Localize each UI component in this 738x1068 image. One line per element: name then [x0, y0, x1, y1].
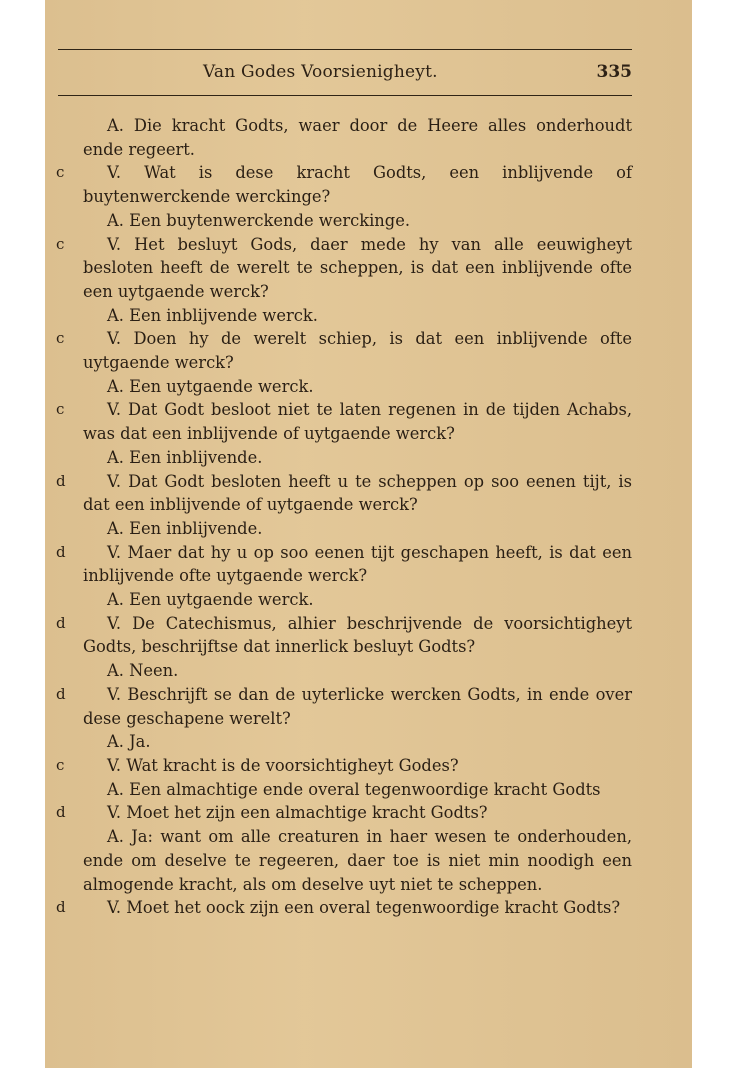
- margin-marker: d: [56, 898, 66, 917]
- paragraph: [83, 730, 632, 754]
- margin-marker: d: [56, 684, 66, 703]
- paragraph: [83, 517, 632, 541]
- running-head: [58, 62, 632, 86]
- paragraph: [83, 114, 632, 161]
- running-title: Van Godes Voorsienigheyt.: [203, 62, 438, 82]
- paragraph: [83, 659, 632, 683]
- page-number: 335: [596, 62, 632, 82]
- paragraph-text: A. Die kracht Godts, waer door de Heere alles onderhoudt ende regeert.: [83, 116, 632, 159]
- margin-marker: d: [56, 613, 66, 632]
- paragraph-text: A. Een uytgaende werck.: [107, 590, 314, 610]
- margin-marker: d: [56, 803, 66, 822]
- paragraph-text: V. Maer dat hy u op soo eenen tijt geschapen heeft, is dat een inblijvende ofte uytgaende werck?: [83, 542, 632, 586]
- paragraph-text: V. Beschrijft se dan de uyterlicke wercken Godts, in ende over dese geschapene werelt?: [83, 684, 632, 728]
- catechism-text: [56, 114, 632, 920]
- paragraph-text: A. Een inblijvende.: [107, 447, 263, 467]
- paragraph: [83, 209, 632, 233]
- paragraph: [56, 327, 632, 374]
- paragraph-text: V. Dat Godt besloot niet te laten regenen in de tijden Achabs, was dat een inblijvende of uytgaende werck?: [83, 400, 632, 444]
- paragraph-text: V. Dat Godt besloten heeft u te scheppen op soo eenen tijt, is dat een inblijvende of uytgaende werck?: [83, 471, 632, 515]
- header-rule-top: [58, 49, 632, 50]
- paragraph: [83, 588, 632, 612]
- paragraph: [56, 754, 632, 778]
- paragraph: [83, 375, 632, 399]
- paragraph-text: V. Wat kracht is de voorsichtigheyt Godes?: [107, 755, 459, 775]
- paragraph: [56, 470, 632, 517]
- paragraph-text: A. Ja: want om alle creaturen in haer wesen te onderhouden, ende om deselve te regeeren, daer toe is niet min noodigh een almogende kracht, als om deselve uyt niet te scheppen.: [83, 827, 632, 894]
- paragraph: [56, 801, 632, 825]
- paragraph: [83, 304, 632, 328]
- margin-marker: d: [56, 542, 66, 561]
- paragraph: [56, 612, 632, 659]
- paragraph-text: A. Een inblijvende werck.: [107, 305, 318, 325]
- margin-marker: d: [56, 471, 66, 490]
- margin-marker: c: [56, 329, 65, 348]
- paragraph: [56, 233, 632, 304]
- paragraph-text: A. Een uytgaende werck.: [107, 376, 314, 396]
- paragraph-text: A. Een inblijvende.: [107, 518, 263, 538]
- header-rule-bottom: [58, 95, 632, 96]
- paragraph-text: A. Ja.: [107, 732, 151, 752]
- paragraph-text: V. Moet het oock zijn een overal tegenwoordige kracht Godts?: [107, 898, 621, 918]
- paragraph: [56, 161, 632, 208]
- paragraph: [56, 896, 632, 920]
- paragraph-text: V. Wat is dese kracht Godts, een inblijvende of buytenwerckende werckinge?: [83, 163, 632, 207]
- margin-marker: c: [56, 163, 65, 182]
- paragraph-text: A. Een buytenwerckende werckinge.: [107, 210, 411, 230]
- margin-marker: c: [56, 400, 65, 419]
- margin-marker: c: [56, 234, 65, 253]
- paragraph: [83, 778, 632, 802]
- paragraph-text: A. Neen.: [107, 661, 179, 681]
- paragraph: [56, 683, 632, 730]
- paragraph-text: V. Moet het zijn een almachtige kracht Godts?: [107, 803, 488, 823]
- paragraph-text: V. Doen hy de werelt schiep, is dat een inblijvende ofte uytgaende werck?: [83, 329, 632, 373]
- paragraph-text: V. De Catechismus, alhier beschrijvende de voorsichtigheyt Godts, beschrijftse dat innerlick besluyt Godts?: [83, 613, 632, 657]
- paragraph-text: A. Een almachtige ende overal tegenwoordige kracht Godts: [107, 779, 601, 799]
- paragraph: [56, 541, 632, 588]
- margin-marker: c: [56, 755, 65, 774]
- paragraph: [56, 398, 632, 445]
- paragraph-text: V. Het besluyt Gods, daer mede hy van alle eeuwigheyt besloten heeft de werelt te scheppen, is dat een inblijvende ofte een uytgaende werck?: [83, 234, 632, 301]
- paragraph: [83, 446, 632, 470]
- paragraph: [83, 825, 632, 896]
